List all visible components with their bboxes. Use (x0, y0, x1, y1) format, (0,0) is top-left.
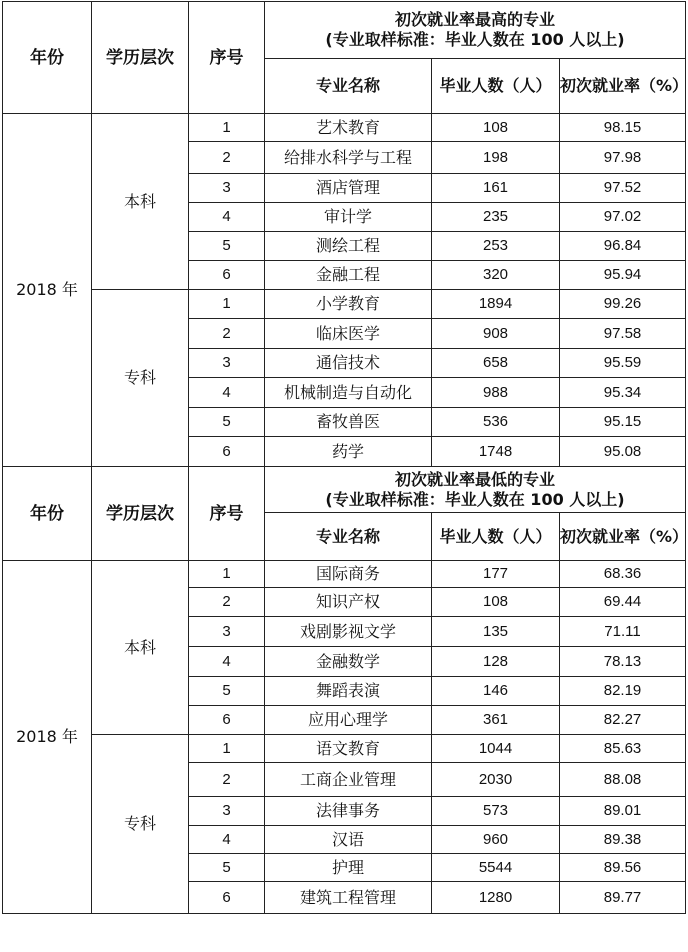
section-title (265, 467, 686, 513)
seq-cell: 1 (189, 735, 265, 763)
major-name-cell: 戏剧影视文学 (265, 617, 432, 647)
rate-cell: 95.59 (560, 349, 686, 378)
grads-cell: 198 (432, 142, 560, 174)
seq-cell: 2 (189, 763, 265, 797)
table-row (3, 561, 686, 588)
rate-cell: 97.02 (560, 203, 686, 232)
grads-cell: 908 (432, 319, 560, 349)
rate-cell: 89.01 (560, 797, 686, 826)
grads-cell: 573 (432, 797, 560, 826)
level-cell: 本科 (92, 561, 189, 735)
seq-cell: 6 (189, 261, 265, 290)
major-name-cell: 艺术教育 (265, 114, 432, 142)
seq-cell: 1 (189, 290, 265, 319)
rate-cell: 82.19 (560, 677, 686, 706)
grads-cell: 161 (432, 174, 560, 203)
section-title-line1: 初次就业率最低的专业 (395, 469, 556, 489)
rate-cell: 97.58 (560, 319, 686, 349)
major-name-cell: 审计学 (265, 203, 432, 232)
header-row (3, 2, 686, 59)
header-grads: 毕业人数（人） (432, 59, 560, 114)
grads-cell: 135 (432, 617, 560, 647)
grads-cell: 108 (432, 588, 560, 617)
seq-cell: 2 (189, 319, 265, 349)
major-name-cell: 临床医学 (265, 319, 432, 349)
major-name-cell: 酒店管理 (265, 174, 432, 203)
major-name-cell: 工商企业管理 (265, 763, 432, 797)
major-name-cell: 国际商务 (265, 561, 432, 588)
rate-cell: 85.63 (560, 735, 686, 763)
year-cell: 2018 年 (3, 114, 92, 467)
grads-cell: 177 (432, 561, 560, 588)
grads-cell: 320 (432, 261, 560, 290)
rate-cell: 88.08 (560, 763, 686, 797)
seq-cell: 4 (189, 826, 265, 854)
rate-cell: 68.36 (560, 561, 686, 588)
header-major: 专业名称 (265, 59, 432, 114)
header-level: 学历层次 (92, 467, 189, 561)
major-name-cell: 舞蹈表演 (265, 677, 432, 706)
year-cell: 2018 年 (3, 561, 92, 914)
rate-cell: 95.15 (560, 408, 686, 437)
rate-cell: 99.26 (560, 290, 686, 319)
rate-cell: 69.44 (560, 588, 686, 617)
major-name-cell: 测绘工程 (265, 232, 432, 261)
seq-cell: 4 (189, 647, 265, 677)
seq-cell: 1 (189, 114, 265, 142)
header-row (3, 467, 686, 513)
grads-cell: 1894 (432, 290, 560, 319)
rate-cell: 95.34 (560, 378, 686, 408)
seq-cell: 4 (189, 203, 265, 232)
major-name-cell: 畜牧兽医 (265, 408, 432, 437)
grads-cell: 5544 (432, 854, 560, 882)
seq-cell: 3 (189, 617, 265, 647)
grads-cell: 960 (432, 826, 560, 854)
employment-table (2, 1, 686, 914)
level-cell: 本科 (92, 114, 189, 290)
table-row (3, 290, 686, 319)
rate-cell: 98.15 (560, 114, 686, 142)
major-name-cell: 汉语 (265, 826, 432, 854)
major-name-cell: 金融工程 (265, 261, 432, 290)
rate-cell: 78.13 (560, 647, 686, 677)
seq-cell: 6 (189, 437, 265, 467)
grads-cell: 1044 (432, 735, 560, 763)
rate-cell: 89.38 (560, 826, 686, 854)
grads-cell: 253 (432, 232, 560, 261)
rate-cell: 96.84 (560, 232, 686, 261)
rate-cell: 89.56 (560, 854, 686, 882)
seq-cell: 5 (189, 677, 265, 706)
seq-cell: 1 (189, 561, 265, 588)
grads-cell: 536 (432, 408, 560, 437)
section-title-line1: 初次就业率最高的专业 (395, 10, 556, 29)
section-title-line2: (专业取样标准：毕业人数在 100 人以上) (325, 489, 625, 509)
header-rate: 初次就业率（%） (560, 513, 686, 561)
header-level: 学历层次 (92, 2, 189, 114)
rate-cell: 89.77 (560, 882, 686, 914)
seq-cell: 5 (189, 854, 265, 882)
major-name-cell: 护理 (265, 854, 432, 882)
major-name-cell: 机械制造与自动化 (265, 378, 432, 408)
rate-cell: 82.27 (560, 706, 686, 735)
seq-cell: 2 (189, 588, 265, 617)
grads-cell: 1280 (432, 882, 560, 914)
major-name-cell: 应用心理学 (265, 706, 432, 735)
header-year: 年份 (3, 467, 92, 561)
seq-cell: 3 (189, 797, 265, 826)
major-name-cell: 药学 (265, 437, 432, 467)
grads-cell: 2030 (432, 763, 560, 797)
major-name-cell: 金融数学 (265, 647, 432, 677)
major-name-cell: 语文教育 (265, 735, 432, 763)
header-grads: 毕业人数（人） (432, 513, 560, 561)
grads-cell: 108 (432, 114, 560, 142)
header-year: 年份 (3, 2, 92, 114)
table-row (3, 735, 686, 763)
level-cell: 专科 (92, 290, 189, 467)
grads-cell: 988 (432, 378, 560, 408)
seq-cell: 2 (189, 142, 265, 174)
major-name-cell: 给排水科学与工程 (265, 142, 432, 174)
header-seq: 序号 (189, 467, 265, 561)
table-row (3, 114, 686, 142)
grads-cell: 235 (432, 203, 560, 232)
seq-cell: 6 (189, 706, 265, 735)
level-cell: 专科 (92, 735, 189, 914)
rate-cell: 95.08 (560, 437, 686, 467)
seq-cell: 5 (189, 408, 265, 437)
header-major: 专业名称 (265, 513, 432, 561)
seq-cell: 3 (189, 349, 265, 378)
grads-cell: 146 (432, 677, 560, 706)
rate-cell: 95.94 (560, 261, 686, 290)
rate-cell: 97.98 (560, 142, 686, 174)
grads-cell: 361 (432, 706, 560, 735)
seq-cell: 5 (189, 232, 265, 261)
major-name-cell: 知识产权 (265, 588, 432, 617)
seq-cell: 3 (189, 174, 265, 203)
major-name-cell: 法律事务 (265, 797, 432, 826)
seq-cell: 4 (189, 378, 265, 408)
header-rate: 初次就业率（%） (560, 59, 686, 114)
major-name-cell: 建筑工程管理 (265, 882, 432, 914)
seq-cell: 6 (189, 882, 265, 914)
section-title (265, 2, 686, 59)
grads-cell: 658 (432, 349, 560, 378)
major-name-cell: 通信技术 (265, 349, 432, 378)
rate-cell: 71.11 (560, 617, 686, 647)
major-name-cell: 小学教育 (265, 290, 432, 319)
rate-cell: 97.52 (560, 174, 686, 203)
section-title-line2: (专业取样标准：毕业人数在 100 人以上) (325, 30, 625, 49)
grads-cell: 128 (432, 647, 560, 677)
grads-cell: 1748 (432, 437, 560, 467)
header-seq: 序号 (189, 2, 265, 114)
